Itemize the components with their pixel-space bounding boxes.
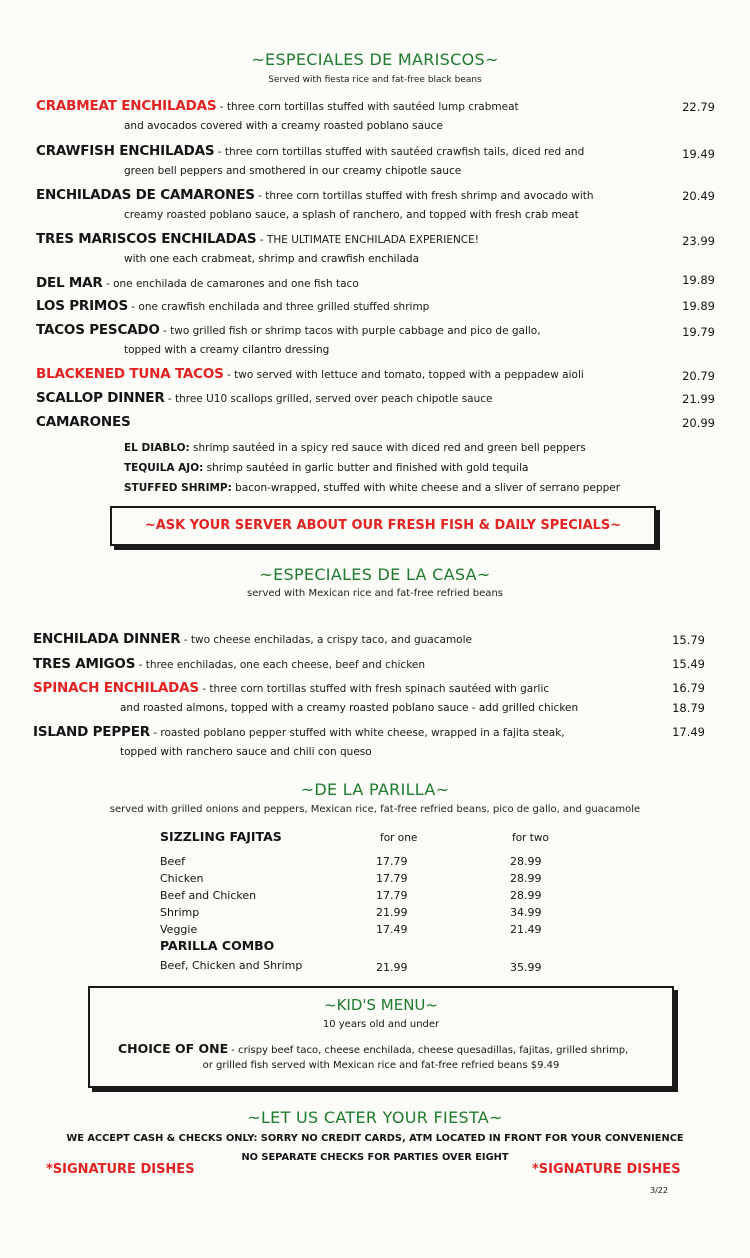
item-price: 19.49 [682, 147, 715, 161]
combo-label: PARILLA COMBO [160, 938, 275, 953]
menu-item [36, 141, 676, 162]
kids-subtitle: 10 years old and under [322, 1019, 440, 1030]
option-desc: shrimp sautéed in a spicy red sauce with diced red and green bell peppers [189, 442, 586, 454]
item-name: TRES MARISCOS ENCHILADAS [36, 231, 257, 247]
item-price: 22.79 [682, 100, 715, 114]
item-price: 21.99 [682, 392, 715, 406]
menu-item [36, 412, 676, 433]
menu-item [33, 629, 673, 650]
mariscos-subtitle: Served with fiesta rice and fat-free black beans [268, 75, 482, 85]
item-desc: - one enchilada de camarones and one fish taco [102, 278, 359, 290]
menu-item [36, 364, 676, 385]
col-for-one: for one [380, 832, 418, 844]
signature-dishes-right: *SIGNATURE DISHES [532, 1162, 681, 1177]
item-desc-cont: and roasted almons, topped with a creamy roasted poblano sauce - add grilled chicken [120, 702, 579, 714]
menu-item [36, 229, 676, 250]
page-number: 3/22 [650, 1186, 668, 1195]
item-desc: - two cheese enchiladas, a crispy taco, and guacamole [180, 634, 472, 646]
item-desc: - three corn tortillas stuffed with fresh shrimp and avocado with [254, 190, 594, 202]
cater-title: ~LET US CATER YOUR FIESTA~ [247, 1108, 503, 1127]
item-desc: - two grilled fish or shrimp tacos with purple cabbage and pico de gallo, [159, 325, 541, 337]
item-price: 19.79 [682, 325, 715, 339]
item-price: 15.79 [672, 633, 705, 647]
kids-title: ~KID'S MENU~ [324, 996, 438, 1014]
fajita-name: Shrimp [160, 906, 200, 919]
fajita-name: Beef [160, 855, 185, 868]
kids-choice-desc: - crispy beef taco, cheese enchilada, cheese quesadillas, fajitas, grilled shrimp, [228, 1045, 629, 1056]
item-price: 19.89 [682, 273, 715, 287]
fajita-price-one: 17.49 [376, 923, 408, 936]
menu-item [33, 678, 673, 699]
item-desc: - THE ULTIMATE ENCHILADA EXPERIENCE! [256, 234, 479, 246]
payment-policy: WE ACCEPT CASH & CHECKS ONLY: SORRY NO CREDIT CARDS, ATM LOCATED IN FRONT FOR YOUR CONVENIENCE [66, 1133, 684, 1144]
fajita-price-two: 28.99 [510, 872, 542, 885]
item-desc-cont: creamy roasted poblano sauce, a splash of ranchero, and topped with fresh crab meat [124, 209, 579, 221]
item-name: LOS PRIMOS [36, 298, 128, 314]
item-name: SCALLOP DINNER [36, 390, 165, 406]
combo-price-two: 35.99 [510, 961, 542, 974]
item-price: 17.49 [672, 725, 705, 739]
kids-choice [118, 1041, 628, 1056]
option-name: EL DIABLO: [124, 442, 190, 454]
fajita-name: Beef and Chicken [160, 889, 257, 902]
checks-policy: NO SEPARATE CHECKS FOR PARTIES OVER EIGHT [241, 1152, 509, 1163]
menu-item [36, 185, 676, 206]
fajita-price-one: 21.99 [376, 906, 408, 919]
mariscos-title: ~ESPECIALES DE MARISCOS~ [251, 50, 499, 69]
option-desc: bacon-wrapped, stuffed with white cheese and a sliver of serrano pepper [231, 482, 621, 494]
item-price: 20.79 [682, 369, 715, 383]
item-desc: - two served with lettuce and tomato, topped with a peppadew aioli [223, 369, 584, 381]
item-price: 20.99 [682, 416, 715, 430]
item-desc: - one crawfish enchilada and three grilled stuffed shrimp [127, 301, 430, 313]
item-price: 16.79 [672, 681, 705, 695]
camarones-option [124, 438, 586, 458]
casa-title: ~ESPECIALES DE LA CASA~ [259, 565, 491, 584]
combo-price-one: 21.99 [376, 961, 408, 974]
item-desc: - roasted poblano pepper stuffed with white cheese, wrapped in a fajita steak, [149, 727, 565, 739]
fajita-price-one: 17.79 [376, 872, 408, 885]
item-name: TRES AMIGOS [33, 656, 136, 672]
item-name: ISLAND PEPPER [33, 724, 150, 740]
menu-item [36, 273, 676, 294]
item-desc-cont: with one each crabmeat, shrimp and crawfish enchilada [124, 253, 420, 265]
menu-item [36, 96, 676, 117]
item-name: ENCHILADA DINNER [33, 631, 181, 647]
fajita-name: Chicken [160, 872, 204, 885]
menu-item [33, 722, 673, 743]
item-desc: - three corn tortillas stuffed with sautéed lump crabmeat [216, 101, 519, 113]
item-desc-cont: topped with a creamy cilantro dressing [124, 344, 330, 356]
menu-item [36, 320, 676, 341]
casa-subtitle: served with Mexican rice and fat-free refried beans [246, 588, 503, 599]
item-name: TACOS PESCADO [36, 322, 160, 338]
camarones-option [124, 458, 528, 478]
parilla-subtitle: served with grilled onions and peppers, Mexican rice, fat-free refried beans, pico de gallo, and guacamole [109, 804, 641, 815]
item-name: ENCHILADAS DE CAMARONES [36, 187, 255, 203]
item-desc: - three enchiladas, one each cheese, beef and chicken [135, 659, 426, 671]
parilla-title: ~DE LA PARILLA~ [300, 780, 450, 799]
item-desc-cont: green bell peppers and smothered in our creamy chipotle sauce [124, 165, 462, 177]
item-name: SPINACH ENCHILADAS [33, 680, 199, 696]
fajita-price-two: 34.99 [510, 906, 542, 919]
item-price: 15.49 [672, 657, 705, 671]
item-name: CAMARONES [36, 414, 131, 430]
kids-choice-name: CHOICE OF ONE [118, 1041, 229, 1056]
kids-menu-box [88, 986, 674, 1088]
item-price-add: 18.79 [672, 701, 705, 715]
item-desc: - three corn tortillas stuffed with fresh spinach sautéed with garlic [198, 683, 550, 695]
item-desc: - three corn tortillas stuffed with sautéed crawfish tails, diced red and [214, 146, 585, 158]
combo-name: Beef, Chicken and Shrimp [160, 959, 303, 972]
item-name: CRAWFISH ENCHILADAS [36, 143, 215, 159]
item-desc-cont: and avocados covered with a creamy roasted poblano sauce [124, 120, 443, 132]
fajita-price-two: 21.49 [510, 923, 542, 936]
fajita-name: Veggie [160, 923, 198, 936]
fajita-price-one: 17.79 [376, 889, 408, 902]
kids-choice-desc-cont: or grilled fish served with Mexican rice and fat-free refried beans $9.49 [202, 1060, 560, 1071]
menu-item [33, 654, 673, 675]
item-name: CRABMEAT ENCHILADAS [36, 98, 217, 114]
item-desc: - three U10 scallops grilled, served over peach chipotle sauce [164, 393, 493, 405]
fajitas-label: SIZZLING FAJITAS [160, 829, 282, 844]
menu-item [36, 388, 676, 409]
fajita-price-two: 28.99 [510, 889, 542, 902]
camarones-option [124, 478, 620, 498]
option-name: STUFFED SHRIMP: [124, 482, 232, 494]
fajita-price-two: 28.99 [510, 855, 542, 868]
item-price: 19.89 [682, 299, 715, 313]
item-name: DEL MAR [36, 275, 103, 291]
item-name: BLACKENED TUNA TACOS [36, 366, 224, 382]
menu-item [36, 296, 676, 317]
col-for-two: for two [512, 832, 549, 844]
fajita-price-one: 17.79 [376, 855, 408, 868]
option-name: TEQUILA AJO: [124, 462, 204, 474]
item-price: 23.99 [682, 234, 715, 248]
ask-server-text: ~ASK YOUR SERVER ABOUT OUR FRESH FISH & DAILY SPECIALS~ [144, 518, 622, 533]
item-desc-cont: topped with ranchero sauce and chili con queso [120, 746, 372, 758]
item-price: 20.49 [682, 189, 715, 203]
signature-dishes-left: *SIGNATURE DISHES [46, 1162, 195, 1177]
ask-server-box [110, 506, 656, 546]
option-desc: shrimp sautéed in garlic butter and finished with gold tequila [203, 462, 529, 474]
